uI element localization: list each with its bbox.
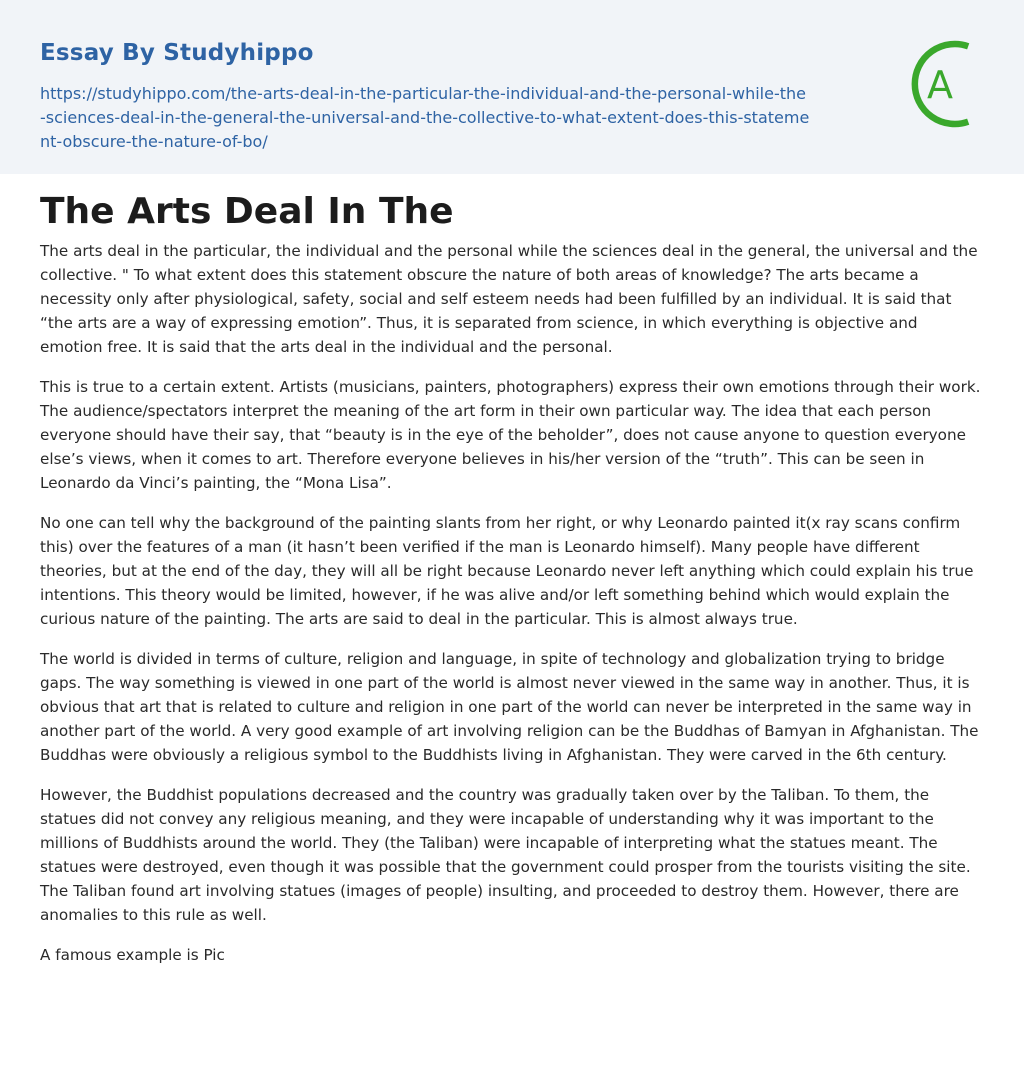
essay-title: The Arts Deal In The (40, 191, 454, 232)
essay-paragraph: However, the Buddhist populations decreased and the country was gradually taken over by the Taliban. To them, the statues did not convey any religious meaning, and they were incapable of understanding why it was important to the millions of Buddhists around the world. They (the Taliban) were incapable of interpreting what the statues meant. The statues were destroyed, even though it was possible that the government could prosper from the tourists visiting the site. The Taliban found art involving statues (images of people) insulting, and proceeded to destroy them. However, there are anomalies to this rule as well. (40, 786, 971, 924)
logo-letter: A (927, 63, 953, 107)
source-url-link[interactable]: https://studyhippo.com/the-arts-deal-in-the-particular-the-individual-and-the-personal-while-the-sciences-deal-in-the-general-the-universal-and-the-collective-to-what-extent-does-this-statement-obscure-the-nature-of-bo/ (40, 84, 810, 151)
essay-paragraph-truncated: A famous example is Pic (40, 946, 225, 964)
essay-paragraph: The arts deal in the particular, the individual and the personal while the sciences deal in the general, the universal and the collective. " To what extent does this statement obscure the nature of both areas of knowledge? The arts became a necessity only after physiological, safety, social and self esteem needs had been fulfilled by an individual. It is said that “the arts are a way of expressing emotion”. Thus, it is separated from science, in which everything is objective and emotion free. It is said that the arts deal in the individual and the personal. (40, 242, 978, 356)
essay-paragraph: This is true to a certain extent. Artists (musicians, painters, photographers) express their own emotions through their work. The audience/spectators interpret the meaning of the art form in their own particular way. The idea that each person everyone should have their say, that “beauty is in the eye of the beholder”, does not cause anyone to question everyone else’s views, when it comes to art. Therefore everyone believes in his/her version of the “truth”. This can be seen in Leonardo da Vinci’s painting, the “Mona Lisa”. (40, 378, 981, 492)
essay-paragraph: The world is divided in terms of culture, religion and language, in spite of technology and globalization trying to bridge gaps. The way something is viewed in one part of the world is almost never viewed in the same way in another. Thus, it is obvious that art that is related to culture and religion in one part of the world can never be interpreted in the same way in another part of the world. A very good example of art involving religion can be the Buddhas of Bamyan in Afghanistan. The Buddhas were obviously a religious symbol to the Buddhists living in Afghanistan. They were carved in the 6th century. (40, 650, 979, 764)
brand-title: Essay By Studyhippo (40, 40, 314, 66)
essay-paragraph: No one can tell why the background of the painting slants from her right, or why Leonardo painted it(x ray scans confirm this) over the features of a man (it hasn’t been verified if the man is Leonardo himself). Many people have different theories, but at the end of the day, they will all be right because Leonardo never left anything which could explain his true intentions. This theory would be limited, however, if he was alive and/or left something behind which would explain the curious nature of the painting. The arts are said to deal in the particular. This is almost always true. (40, 514, 974, 628)
essay-body (40, 239, 984, 983)
studyhippo-logo-icon[interactable] (908, 40, 988, 128)
site-header (0, 0, 1024, 174)
